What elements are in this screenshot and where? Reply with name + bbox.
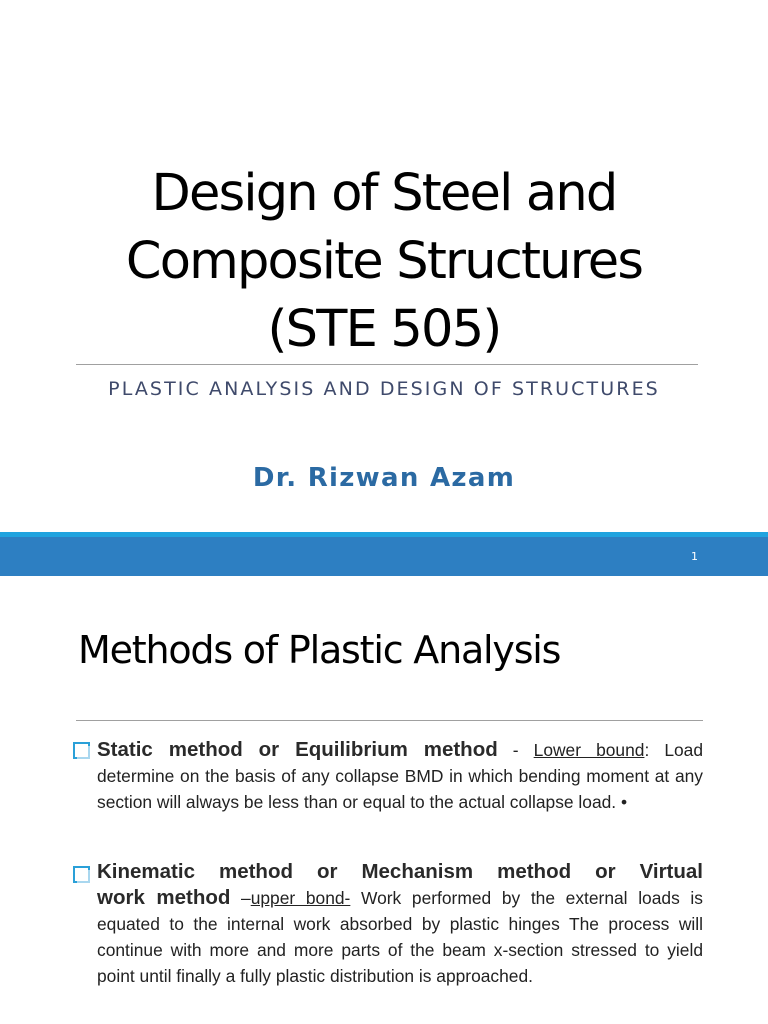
checkbox-bullet-icon — [73, 866, 90, 883]
bullet-heading: Kinematic method or Mechanism method or Virtual — [97, 860, 703, 883]
bullet-separator: – — [230, 888, 251, 908]
slide-title — [0, 160, 768, 364]
bullet-tag: Lower bound — [533, 740, 645, 760]
bullet-separator: - — [497, 740, 534, 760]
content-divider — [76, 720, 703, 721]
title-divider — [76, 364, 698, 365]
author-name: Dr. Rizwan Azam — [252, 463, 516, 493]
footer-band — [0, 537, 768, 576]
title-line-3: (STE 505) — [267, 300, 501, 359]
bullet-tag: upper bond- — [250, 888, 351, 908]
bullet-text: : Load determine on the basis of any collapse BMD in which bending moment at any section will always be less than or equal to the actual collapse load. • — [97, 740, 704, 812]
title-line-2: Composite Structures — [125, 232, 643, 291]
title-line-1: Design of Steel and — [151, 164, 617, 223]
bullet-text: Work performed by the external loads is equated to the internal work absorbed by plastic hinges The process will continue with more and more parts of the beam x-section stressed to yield point until finally a fully plastic distribution is approached. — [97, 888, 703, 986]
bullet-heading-continued: work method — [97, 886, 231, 909]
bullet-heading: Static method or Equilibrium method — [97, 738, 498, 761]
checkbox-bullet-icon — [73, 742, 90, 759]
page-number: 1 — [691, 550, 698, 563]
bullet-static-method — [97, 737, 703, 815]
content-title: Methods of Plastic Analysis — [78, 628, 561, 672]
bullet-kinematic-method — [97, 859, 703, 989]
slide-subtitle: PLASTIC ANALYSIS AND DESIGN OF STRUCTURES — [108, 378, 660, 400]
